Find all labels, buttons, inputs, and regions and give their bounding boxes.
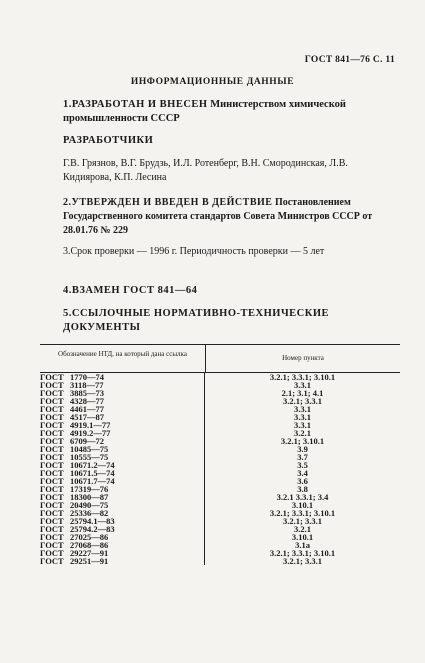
gost-prefix: ГОСТ bbox=[40, 540, 64, 550]
clause-number: 3.3.1 bbox=[294, 380, 311, 390]
gost-number: 4919.1—77 bbox=[70, 420, 111, 430]
section-title: ИНФОРМАЦИОННЫЕ ДАННЫЕ bbox=[130, 77, 295, 87]
item-3: 3.Срок проверки — 1996 г. Периодичность проверки — 5 лет bbox=[63, 246, 325, 257]
gost-number: 27025—86 bbox=[70, 532, 109, 542]
clause-number: 3.4 bbox=[297, 468, 308, 478]
gost-prefix: ГОСТ bbox=[40, 516, 64, 526]
ntd-designation bbox=[40, 373, 205, 381]
gost-number: 17319—76 bbox=[70, 484, 109, 494]
item-2-text: Постановлением Государственного комитета стандартов Совета Министров СССР от 28.01.76 № 229 bbox=[63, 197, 373, 236]
gost-number: 25794.1—83 bbox=[70, 516, 115, 526]
ntd-designation bbox=[40, 469, 205, 477]
ntd-designation bbox=[40, 501, 205, 509]
gost-prefix: ГОСТ bbox=[40, 420, 64, 430]
item-1-text: Министерством химической промышленности СССР bbox=[63, 99, 346, 124]
gost-prefix: ГОСТ bbox=[40, 548, 64, 558]
gost-prefix: ГОСТ bbox=[40, 428, 64, 438]
gost-number: 25336—82 bbox=[70, 508, 109, 518]
gost-prefix: ГОСТ bbox=[40, 508, 64, 518]
ntd-designation bbox=[40, 381, 205, 389]
gost-number: 20490—75 bbox=[70, 500, 109, 510]
gost-prefix: ГОСТ bbox=[40, 372, 64, 382]
ntd-designation bbox=[40, 461, 205, 469]
clause-number: 3.1а bbox=[295, 540, 310, 550]
gost-number: 10555—75 bbox=[70, 452, 109, 462]
ntd-designation bbox=[40, 485, 205, 493]
gost-prefix: ГОСТ bbox=[40, 452, 64, 462]
clause-number: 3.10.1 bbox=[291, 500, 314, 510]
gost-number: 29227—91 bbox=[70, 548, 109, 558]
ntd-designation bbox=[40, 453, 205, 461]
clause-number: 3.7 bbox=[297, 452, 308, 462]
page-header: ГОСТ 841—76 С. 11 bbox=[304, 55, 395, 65]
clause-number: 3.6 bbox=[297, 476, 308, 486]
developers-label: РАЗРАБОТЧИКИ bbox=[63, 135, 154, 146]
gost-prefix: ГОСТ bbox=[40, 412, 64, 422]
clause-number: 3.2.1; 3.3.1 bbox=[283, 396, 322, 406]
gost-prefix: ГОСТ bbox=[40, 396, 64, 406]
gost-number: 3118—77 bbox=[70, 380, 104, 390]
gost-prefix: ГОСТ bbox=[40, 484, 64, 494]
gost-number: 18300—87 bbox=[70, 492, 109, 502]
clause-number: 3.8 bbox=[297, 484, 308, 494]
table-body bbox=[40, 373, 400, 565]
item-2 bbox=[63, 196, 393, 238]
gost-number: 10671.5—74 bbox=[70, 468, 115, 478]
ntd-designation bbox=[40, 525, 205, 533]
gost-prefix: ГОСТ bbox=[40, 524, 64, 534]
gost-prefix: ГОСТ bbox=[40, 476, 64, 486]
ntd-designation bbox=[40, 509, 205, 517]
gost-prefix: ГОСТ bbox=[40, 380, 64, 390]
clause-number: 3.2.1; 3.3.1; 3.10.1 bbox=[269, 372, 336, 382]
clause-number: 3.3.1 bbox=[294, 404, 311, 414]
ntd-designation bbox=[40, 413, 205, 421]
clause-number: 3.2.1; 3.10.1 bbox=[280, 436, 325, 446]
gost-number: 29251—91 bbox=[70, 556, 109, 566]
gost-prefix: ГОСТ bbox=[40, 556, 64, 566]
item-5: 5.ССЫЛОЧНЫЕ НОРМАТИВНО-ТЕХНИЧЕСКИЕ ДОКУМЕНТЫ bbox=[63, 308, 330, 333]
gost-prefix: ГОСТ bbox=[40, 404, 64, 414]
gost-number: 27068—86 bbox=[70, 540, 109, 550]
clause-number: 3.2.1; 3.3.1; 3.10.1 bbox=[269, 508, 336, 518]
gost-prefix: ГОСТ bbox=[40, 500, 64, 510]
table-header bbox=[40, 345, 400, 373]
gost-number: 4328—77 bbox=[70, 396, 104, 406]
developers-text: Г.В. Грязнов, В.Г. Брудзь, И.Л. Ротенберг, В.Н. Смородинская, Л.В. Кидиярова, К.П. Лесина bbox=[63, 158, 348, 183]
gost-number: 4919.2—77 bbox=[70, 428, 111, 438]
ntd-designation bbox=[40, 389, 205, 397]
ntd-designation bbox=[40, 437, 205, 445]
clause-number: 3.2.1 3.3.1; 3.4 bbox=[276, 492, 329, 502]
gost-prefix: ГОСТ bbox=[40, 444, 64, 454]
gost-number: 1770—74 bbox=[70, 372, 104, 382]
clause-number: 3.10.1 bbox=[291, 532, 314, 542]
clause-number: 3.9 bbox=[297, 444, 308, 454]
gost-number: 25794.2—83 bbox=[70, 524, 115, 534]
clause-number: 3.2.1; 3.3.1 bbox=[283, 516, 322, 526]
table-row bbox=[40, 557, 400, 565]
item-4: 4.ВЗАМЕН ГОСТ 841—64 bbox=[63, 285, 198, 296]
ntd-designation bbox=[40, 493, 205, 501]
gost-prefix: ГОСТ bbox=[40, 468, 64, 478]
clause-number: 3.3.1 bbox=[294, 420, 311, 430]
clause-number: 3.2.1 bbox=[294, 428, 311, 438]
ntd-designation bbox=[40, 405, 205, 413]
reference-table bbox=[40, 344, 400, 565]
gost-number: 6709—72 bbox=[70, 436, 104, 446]
ntd-designation bbox=[40, 517, 205, 525]
gost-number: 3885—73 bbox=[70, 388, 104, 398]
clause-number: 3.2.1 bbox=[294, 524, 311, 534]
item-1 bbox=[63, 98, 393, 126]
gost-number: 4517—87 bbox=[70, 412, 104, 422]
ntd-designation bbox=[40, 421, 205, 429]
ntd-designation bbox=[40, 477, 205, 485]
gost-prefix: ГОСТ bbox=[40, 436, 64, 446]
item-1-heading: 1.РАЗРАБОТАН И ВНЕСЕН bbox=[63, 99, 208, 110]
col1-header: Обозначение НТД, на который дана ссылка bbox=[40, 345, 206, 372]
item-2-heading: 2.УТВЕРЖДЕН И ВВЕДЕН В ДЕЙСТВИЕ bbox=[63, 197, 273, 208]
gost-number: 10671.2—74 bbox=[70, 460, 115, 470]
clause-number: 2.1; 3.1; 4.1 bbox=[281, 388, 324, 398]
ntd-designation bbox=[40, 549, 205, 557]
ntd-designation bbox=[40, 429, 205, 437]
gost-prefix: ГОСТ bbox=[40, 388, 64, 398]
gost-number: 10485—75 bbox=[70, 444, 109, 454]
ntd-designation bbox=[40, 557, 205, 565]
gost-number: 4461—77 bbox=[70, 404, 104, 414]
clause-number: 3.3.1 bbox=[294, 412, 311, 422]
gost-prefix: ГОСТ bbox=[40, 460, 64, 470]
gost-number: 10671.7—74 bbox=[70, 476, 115, 486]
ntd-designation bbox=[40, 541, 205, 549]
ntd-designation bbox=[40, 445, 205, 453]
clause-number: 3.2.1; 3.3.1; 3.10.1 bbox=[269, 548, 336, 558]
clause-number: 3.2.1; 3.3.1 bbox=[283, 556, 322, 566]
col2-header: Номер пункта bbox=[282, 354, 324, 362]
clause-number: 3.5 bbox=[297, 460, 308, 470]
gost-prefix: ГОСТ bbox=[40, 532, 64, 542]
gost-prefix: ГОСТ bbox=[40, 492, 64, 502]
ntd-designation bbox=[40, 397, 205, 405]
ntd-designation bbox=[40, 533, 205, 541]
